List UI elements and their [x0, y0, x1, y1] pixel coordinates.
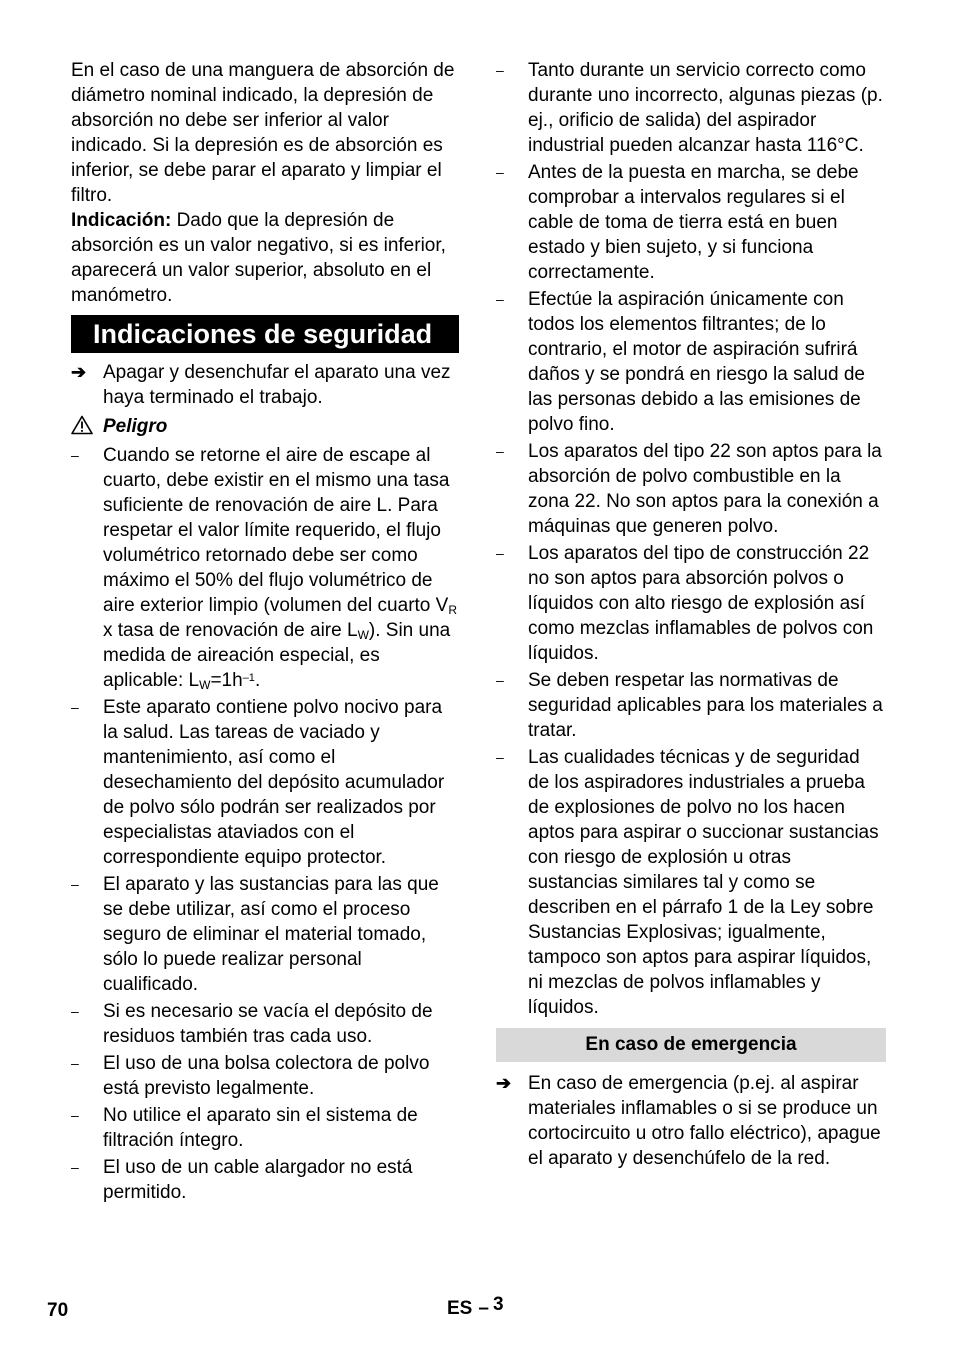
- page-number: 70: [47, 1300, 69, 1321]
- left-column: [71, 58, 459, 1207]
- arrow-item-text: Apagar y desenchufar el aparato una vez haya terminado el trabajo.: [103, 362, 451, 408]
- dash-marker: –: [496, 545, 504, 561]
- list-item-text: Este aparato contiene polvo nocivo para la salud. Las tareas de vaciado y mantenimiento, así como el desechamiento del depósito acumulador de polvo sólo podrán ser realizados por especialistas ataviados con el correspondiente equipo protector.: [103, 697, 445, 868]
- list-item: [71, 1051, 459, 1101]
- dash-marker: –: [496, 164, 504, 180]
- dash-marker: –: [71, 1055, 79, 1071]
- list-item: [496, 668, 886, 743]
- emergency-text: En caso de emergencia (p.ej. al aspirar materiales inflamables o si se produce un cortocircuito u otro fallo eléctrico), apague el aparato y desenchúfelo de la red.: [528, 1073, 881, 1169]
- list-item: [71, 1103, 459, 1153]
- list-item: [496, 287, 886, 437]
- danger-label: Peligro: [103, 416, 168, 437]
- list-item-text: Cuando se retorne el aire de escape al cuarto, debe existir en el mismo una tasa suficiente de renovación de aire L. Para respetar el valor límite requerido, el flujo volumétrico retornado debe ser como máximo el 50% del flujo volumétrico de aire exterior limpio (volumen del cuarto $V_R$ x tasa de renovación de aire $L_W$). Sin una medida de aireación especial, es aplicable: $L_W=1h^{-1}$.: [103, 445, 457, 692]
- list-item: [496, 439, 886, 539]
- note-text: Dado que la depresión de absorción es un valor negativo, si es inferior, aparecerá un valor superior, absoluto en el manómetro.: [71, 210, 446, 306]
- section-title: Indicaciones de seguridad: [71, 315, 459, 353]
- footer-section: [447, 1296, 504, 1321]
- danger-heading: [71, 414, 459, 439]
- list-item-text: El aparato y las sustancias para las que se debe utilizar, así como el proceso seguro de eliminar el material tomado, sólo lo puede realizar personal cualificado.: [103, 874, 439, 995]
- list-item-text: Tanto durante un servicio correcto como durante uno incorrecto, algunas piezas (p. ej., orificio de salida) del aspirador industrial pueden alcanzar hasta 116°C.: [528, 60, 883, 156]
- list-item: [71, 443, 459, 693]
- arrow-list-item: [71, 360, 459, 410]
- dash-marker: –: [496, 749, 504, 765]
- emergency-heading: En caso de emergencia: [496, 1028, 886, 1062]
- dash-marker: –: [71, 1159, 79, 1175]
- list-item: [71, 695, 459, 870]
- list-item-text: Efectúe la aspiración únicamente con todos los elementos filtrantes; de lo contrario, el motor de aspiración sufrirá daños y se pondrá en riesgo la salud de las personas debido a las emisiones de polvo fino.: [528, 289, 865, 435]
- list-item: [71, 999, 459, 1049]
- language-code: ES: [447, 1298, 473, 1319]
- list-item: [71, 1155, 459, 1205]
- intro-paragraph: En el caso de una manguera de absorción de diámetro nominal indicado, la depresión de absorción no debe ser inferior al valor indicado. Si la depresión es de absorción es inferior, se debe parar el aparato y limpiar el filtro.: [71, 60, 455, 206]
- dash-marker: –: [496, 443, 504, 459]
- warning-triangle-icon: [71, 415, 93, 435]
- list-item: [496, 541, 886, 666]
- footer-dash: –: [478, 1298, 489, 1319]
- dash-marker: –: [71, 1003, 79, 1019]
- note-label: Indicación:: [71, 210, 172, 231]
- section-number: 3: [492, 1294, 504, 1315]
- list-item: [71, 872, 459, 997]
- list-item-text: Los aparatos del tipo de construcción 22 no son aptos para absorción polvos o líquidos con alto riesgo de explosión así como mezclas inflamables de polvos con líquidos.: [528, 543, 874, 664]
- dash-marker: –: [71, 1107, 79, 1123]
- list-item: [496, 160, 886, 285]
- list-item-text: Los aparatos del tipo 22 son aptos para la absorción de polvo combustible en la zona 22. No son aptos para la conexión a máquinas que generen polvo.: [528, 441, 882, 537]
- list-item-text: El uso de un cable alargador no está permitido.: [103, 1157, 413, 1203]
- list-item: [496, 58, 886, 158]
- dash-marker: –: [71, 447, 79, 463]
- right-column: [496, 58, 886, 1171]
- dash-marker: –: [496, 62, 504, 78]
- list-item-text: Las cualidades técnicas y de seguridad de los aspiradores industriales a prueba de explosiones de polvo no los hacen aptos para aspirar o succionar sustancias con riesgo de explosión u otras sustancias similares tal y como se describen en el párrafo 1 de la Ley sobre Sustancias Explosivas; igualmente, tampoco son aptos para aspirar líquidos, ni mezclas de polvos inflamables y líquidos.: [528, 747, 879, 1018]
- dash-marker: –: [71, 699, 79, 715]
- arrow-icon: ➔: [496, 1073, 512, 1093]
- list-item: [496, 745, 886, 1020]
- list-item-text: El uso de una bolsa colectora de polvo está previsto legalmente.: [103, 1053, 430, 1099]
- arrow-icon: ➔: [71, 362, 87, 382]
- list-item-text: Antes de la puesta en marcha, se debe comprobar a intervalos regulares si el cable de toma de tierra está en buen estado y bien sujeto, y si funciona correctamente.: [528, 162, 859, 283]
- dash-marker: –: [496, 291, 504, 307]
- note-paragraph: [71, 208, 459, 308]
- dash-marker: –: [71, 876, 79, 892]
- dash-marker: –: [496, 672, 504, 688]
- arrow-list-item: [496, 1071, 886, 1171]
- list-item-text: Si es necesario se vacía el depósito de residuos también tras cada uso.: [103, 1001, 433, 1047]
- list-item-text: Se deben respetar las normativas de seguridad aplicables para los materiales a tratar.: [528, 670, 883, 741]
- list-item-text: No utilice el aparato sin el sistema de filtración íntegro.: [103, 1105, 418, 1151]
